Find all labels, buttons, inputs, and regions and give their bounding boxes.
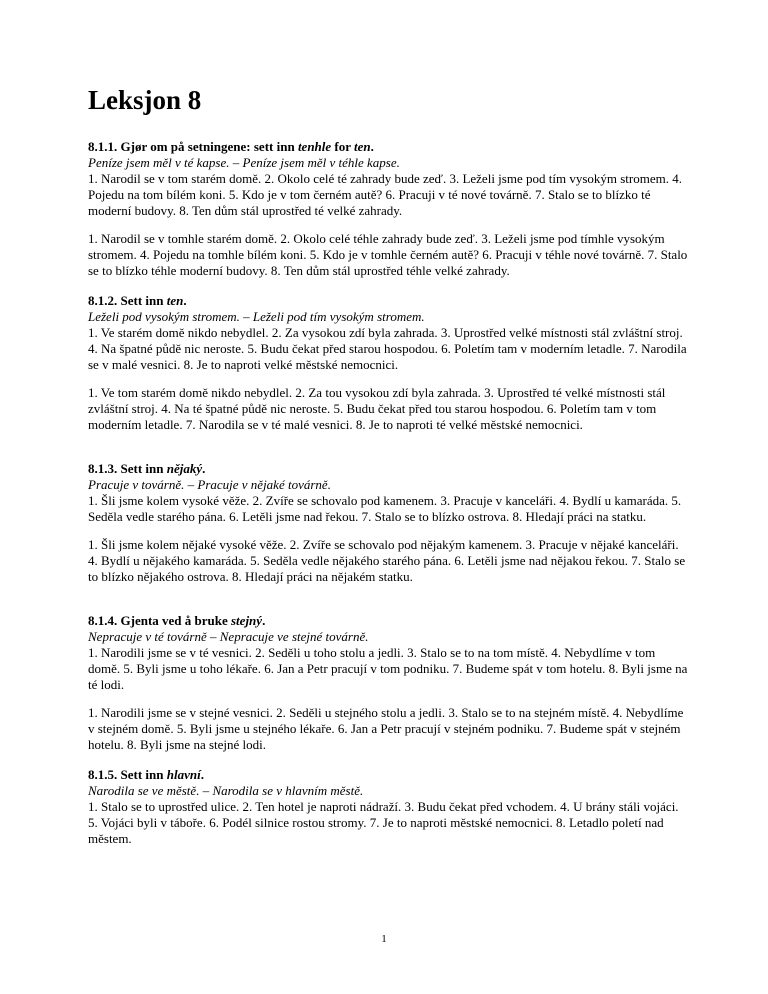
exercise-example: Leželi pod vysokým stromem. – Leželi pod tím vysokým stromem. (88, 309, 425, 324)
exercise-8-1-5 (88, 767, 688, 847)
heading-keyword: nějaký (166, 461, 203, 476)
exercise-number: 8.1.1. (88, 139, 118, 154)
exercise-answer: 1. Šli jsme kolem nějaké vysoké věže. 2. Zvíře se schovalo pod nějakým kamenem. 3. Pracuje v nějaké kanceláři. 4. Bydlí u nějakého kamaráda. 5. Seděla vedle nějakého starého pána. 6. Letěli jsme nad nějakou řekou. 7. Stalo se to blízko nějakého ostrova. 8. Hledají práci na nějakém statku. (88, 537, 686, 584)
exercise-heading (88, 139, 688, 155)
heading-keyword: hlavní (166, 767, 201, 782)
exercise-number: 8.1.5. (88, 767, 118, 782)
exercise-task: 1. Narodil se v tom starém domě. 2. Okolo celé té zahrady bude zeď. 3. Leželi jsme pod tím vysokým stromem. 4. Pojedu na tom bílém koni. 5. Kdo je v tom černém autě? 6. Pracuji v té nové továrně. 7. Stalo se to blízko té moderní budovy. 8. Ten dům stál uprostřed té velké zahrady. (88, 171, 682, 218)
exercise-8-1-3 (88, 461, 688, 585)
exercise-task: 1. Narodili jsme se v té vesnici. 2. Seděli u toho stolu a jedli. 3. Stalo se to na tom místě. 4. Nebydlíme v tom domě. 5. Byli jsme u toho lékaře. 6. Jan a Petr pracují v tom podniku. 7. Budeme spát v tom hotelu. 8. Byli jsme na té lodi. (88, 645, 688, 692)
page-title: Leksjon 8 (88, 85, 202, 115)
exercise-task: 1. Ve starém domě nikdo nebydlel. 2. Za vysokou zdí byla zahrada. 3. Uprostřed velké místnosti stál zvláštní stroj. 4. Na špatné půdě nic neroste. 5. Budu čekat před starou hospodou. 6. Poletím tam v moderním letadle. 7. Narodila se v malé vesnici. 8. Je to naproti velké městské nemocnici. (88, 325, 687, 372)
exercise-example: Peníze jsem měl v té kapse. – Peníze jsem měl v téhle kapse. (88, 155, 400, 170)
heading-text: Sett inn (117, 293, 167, 308)
exercise-8-1-2 (88, 293, 688, 433)
exercise-answer: 1. Narodili jsme se v stejné vesnici. 2. Seděli u stejného stolu a jedli. 3. Stalo se to na stejném místě. 4. Nebydlíme v stejném domě. 5. Byli jsme u stejného lékaře. 6. Jan a Petr pracují v stejném podniku. 7. Budeme spát v stejném hotelu. 8. Byli jsme na stejné lodi. (88, 705, 684, 752)
exercise-example: Nepracuje v té továrně – Nepracuje ve stejné továrně. (88, 629, 369, 644)
exercise-answer: 1. Narodil se v tomhle starém domě. 2. Okolo celé téhle zahrady bude zeď. 3. Leželi jsme pod tímhle vysokým stromem. 4. Pojedu na tomhle bílém koni. 5. Kdo je v tomhle černém autě? 6. Pracuji v téhle nové továrně. 7. Stalo se to blízko téhle moderní budovy. 8. Ten dům stál uprostřed téhle velké zahrady. (88, 231, 688, 278)
heading-text: . (262, 613, 266, 628)
exercise-number: 8.1.2. (88, 293, 118, 308)
heading-text: for (331, 139, 355, 154)
heading-keyword: stejný (231, 613, 263, 628)
heading-text: Sett inn (117, 767, 167, 782)
heading-keyword: tenhle (297, 139, 332, 154)
heading-keyword: ten (354, 139, 371, 154)
exercise-number: 8.1.3. (88, 461, 118, 476)
exercise-heading (88, 461, 688, 477)
exercise-heading (88, 767, 688, 783)
exercise-task: 1. Šli jsme kolem vysoké věže. 2. Zvíře se schovalo pod kamenem. 3. Pracuje v kanceláři. 4. Bydlí u kamaráda. 5. Seděla vedle starého pána. 6. Letěli jsme nad řekou. 7. Stalo se to blízko ostrova. 8. Hledají práci na statku. (88, 493, 682, 524)
exercise-task: 1. Stalo se to uprostřed ulice. 2. Ten hotel je naproti nádraží. 3. Budu čekat před vchodem. 4. U brány stáli vojáci. 5. Vojáci byli v táboře. 6. Podél silnice rostou stromy. 7. Je to naproti městské nemocnici. 8. Letadlo poletí nad městem. (88, 799, 679, 846)
heading-text: Sett inn (117, 461, 167, 476)
content (88, 139, 688, 847)
exercise-8-1-4 (88, 613, 688, 753)
page-number: 1 (381, 933, 387, 945)
heading-text: . (202, 461, 206, 476)
heading-text: . (370, 139, 374, 154)
heading-text: . (200, 767, 204, 782)
exercise-example: Narodila se ve městě. – Narodila se v hlavním městě. (88, 783, 364, 798)
exercise-8-1-1 (88, 139, 688, 279)
exercise-heading (88, 613, 688, 629)
heading-keyword: ten (166, 293, 184, 308)
exercise-answer: 1. Ve tom starém domě nikdo nebydlel. 2. Za tou vysokou zdí byla zahrada. 3. Uprostřed té velké místnosti stál zvláštní stroj. 4. Na té špatné půdě nic neroste. 5. Budu čekat před tou starou hospodou. 6. Poletím tam v tom moderním letadle. 7. Narodila se v té malé vesnici. 8. Je to naproti té velké městské nemocnici. (88, 385, 666, 432)
exercise-example: Pracuje v továrně. – Pracuje v nějaké továrně. (88, 477, 331, 492)
heading-text: Gjenta ved å bruke (117, 613, 231, 628)
heading-text: . (183, 293, 187, 308)
exercise-number: 8.1.4. (88, 613, 118, 628)
exercise-heading (88, 293, 688, 309)
heading-text: Gjør om på setningene: sett inn (117, 139, 298, 154)
